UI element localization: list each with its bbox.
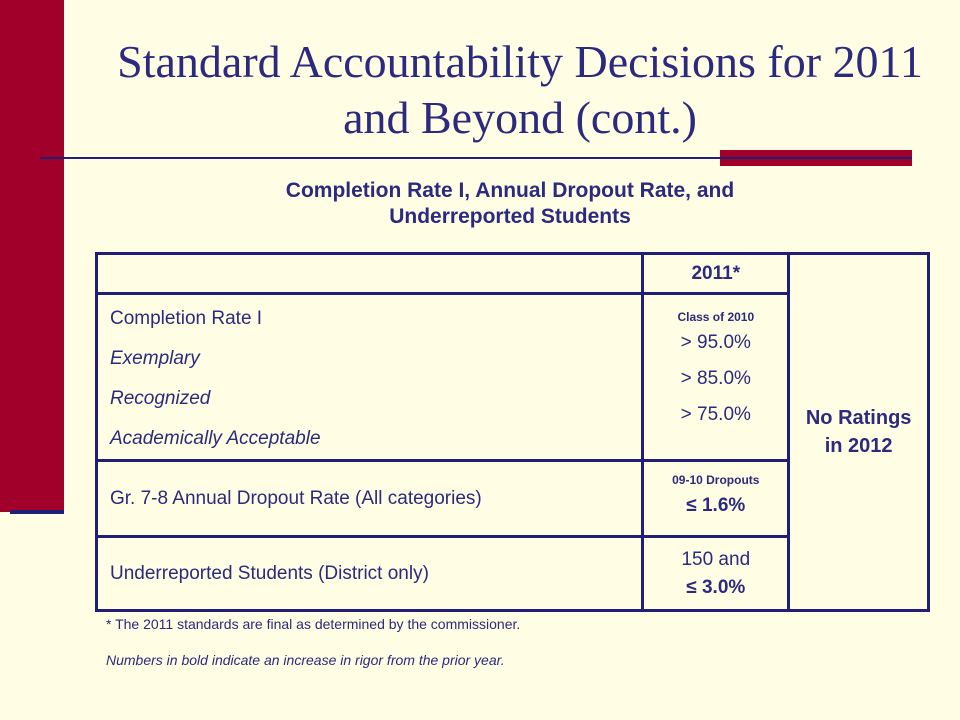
underreported-value-line2: ≤ 3.0% <box>686 576 746 598</box>
footnote-standards-final: * The 2011 standards are final as determined by the commissioner. <box>106 616 521 632</box>
completion-value-recognized: ˃ 85.0% <box>680 368 751 389</box>
completion-value-exemplary: ˃ 95.0% <box>680 332 751 353</box>
standards-table <box>95 252 930 612</box>
underreported-label: Underreported Students (District only) <box>110 562 429 584</box>
underreported-label-cell <box>97 537 643 611</box>
completion-label: Completion Rate I <box>110 308 263 329</box>
underreported-value-cell <box>643 537 789 611</box>
completion-sublabel-recognized: Recognized <box>110 388 211 409</box>
completion-sublabel-acceptable: Academically Acceptable <box>110 428 321 449</box>
completion-label-cell <box>97 294 643 461</box>
header-blank-cell <box>97 254 643 294</box>
dropout-label-cell <box>97 461 643 537</box>
underreported-value-line1: 150 and <box>681 548 751 570</box>
no-ratings-cell <box>789 254 929 611</box>
table-header-row <box>97 254 929 294</box>
dropout-value: ≤ 1.6% <box>686 495 746 516</box>
completion-value-cell <box>643 294 789 461</box>
footnote-bold-rigor: Numbers in bold indicate an increase in rigor from the prior year. <box>106 652 505 668</box>
slide-subtitle: Completion Rate I, Annual Dropout Rate, and Underreported Students <box>285 179 735 228</box>
dropout-value-cell <box>643 461 789 537</box>
left-accent-bar-base <box>10 510 64 514</box>
completion-value-header: Class of 2010 <box>677 310 755 324</box>
left-accent-bar <box>0 0 64 512</box>
no-ratings-text: No Ratings in 2012 <box>805 407 912 457</box>
completion-value-acceptable: ˃ 75.0% <box>680 404 751 425</box>
dropout-label: Gr. 7-8 Annual Dropout Rate (All categories) <box>110 487 482 509</box>
completion-sublabel-exemplary: Exemplary <box>110 348 200 369</box>
title-divider-accent <box>720 150 912 166</box>
slide-title: Standard Accountability Decisions for 2011 and Beyond (cont.) <box>117 36 923 143</box>
header-year-cell: 2011* <box>643 254 789 294</box>
dropout-value-header: 09-10 Dropouts <box>672 473 760 487</box>
